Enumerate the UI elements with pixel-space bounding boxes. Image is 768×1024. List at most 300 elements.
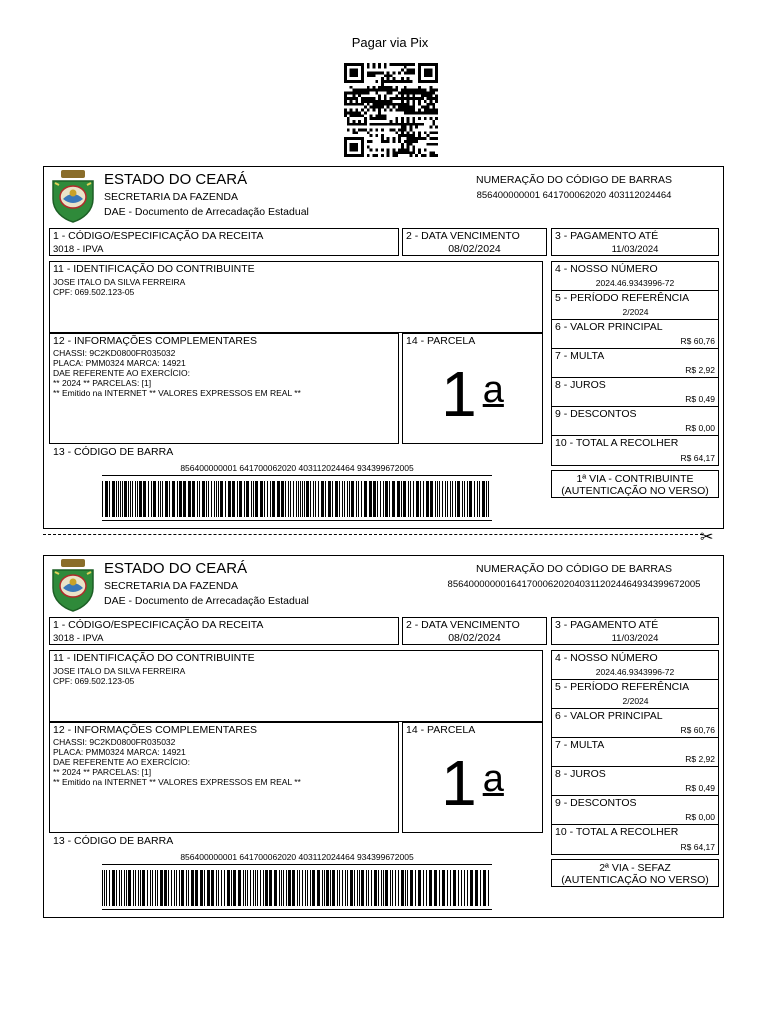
qr-module <box>407 91 410 94</box>
qr-module <box>407 63 410 66</box>
qr-module <box>418 91 421 94</box>
qr-module <box>401 131 404 134</box>
barcode-bar <box>124 870 125 906</box>
field-10-label: 10 - TOTAL A RECOLHER <box>555 437 679 449</box>
barcode-bar <box>401 870 404 906</box>
qr-module <box>401 123 404 126</box>
parcela-digit: 1 <box>441 358 477 430</box>
qr-module <box>410 109 413 112</box>
field-1-box <box>49 228 399 256</box>
qr-module <box>395 89 398 92</box>
qr-module <box>410 134 413 137</box>
field-11-box <box>49 261 543 333</box>
qr-module <box>410 106 413 109</box>
barcode-bar <box>281 870 282 906</box>
qr-module <box>387 91 390 94</box>
field-7-label: 7 - MULTA <box>555 739 605 751</box>
qr-module <box>410 123 413 126</box>
field-10-value: R$ 64,17 <box>680 842 715 852</box>
qr-module <box>398 63 401 66</box>
barcode-bar <box>447 870 448 906</box>
barcode-bar <box>398 870 399 906</box>
barcode-bar <box>174 870 175 906</box>
barcode-bar <box>197 481 198 517</box>
qr-module <box>407 131 410 134</box>
qr-module <box>355 131 358 134</box>
barcode-bar <box>483 870 486 906</box>
qr-module <box>395 123 398 126</box>
qr-module <box>407 151 410 154</box>
barcode-bar <box>358 481 359 517</box>
qr-module <box>427 103 430 106</box>
barcode-bar <box>214 481 215 517</box>
qr-module <box>387 74 390 77</box>
qr-module <box>401 117 404 120</box>
qr-module <box>381 83 384 86</box>
qr-module <box>427 91 430 94</box>
barcode-bar <box>383 870 384 906</box>
qr-module <box>390 74 393 77</box>
qr-module <box>353 97 356 100</box>
barcode-bar <box>359 870 360 906</box>
qr-module <box>367 74 370 77</box>
qr-finder <box>350 69 359 78</box>
barcode-bar <box>228 481 231 517</box>
barcode-bar <box>274 870 277 906</box>
info-line: DAE REFERENTE AO EXERCÍCIO: <box>53 757 190 767</box>
qr-module <box>424 131 427 134</box>
qr-module <box>367 154 370 157</box>
qr-module <box>387 154 390 157</box>
barcode-bar <box>200 870 203 906</box>
qr-module <box>390 103 393 106</box>
contribuinte-name: JOSE ITALO DA SILVA FERREIRA <box>53 666 186 676</box>
qr-module <box>427 134 430 137</box>
qr-module <box>432 143 435 146</box>
qr-module <box>370 100 373 103</box>
field-5-box <box>551 290 719 320</box>
field-4-label: 4 - NOSSO NÚMERO <box>555 263 658 275</box>
barcode-bar <box>397 481 400 517</box>
barcode-bar <box>231 870 232 906</box>
qr-module <box>424 89 427 92</box>
qr-module <box>410 111 413 114</box>
via-box <box>551 470 719 498</box>
barcode-bar <box>128 870 131 906</box>
scissors-icon: ✂ <box>700 529 714 546</box>
barcode-bar <box>378 870 379 906</box>
barcode-bar <box>302 481 303 517</box>
barcode-bar <box>172 481 175 517</box>
qr-module <box>401 77 404 80</box>
barcode-bar <box>475 870 478 906</box>
qr-module <box>370 123 373 126</box>
field-8-value: R$ 0,49 <box>685 394 715 404</box>
qr-module <box>401 89 404 92</box>
qr-module <box>410 143 413 146</box>
field-5-label: 5 - PERÍODO REFERÊNCIA <box>555 681 690 693</box>
qr-module <box>404 97 407 100</box>
barcode-bar <box>188 481 191 517</box>
barcode-top-rule <box>102 475 492 476</box>
qr-module <box>427 109 430 112</box>
qr-module <box>355 111 358 114</box>
qr-module <box>375 103 378 106</box>
qr-module <box>395 117 398 120</box>
qr-module <box>424 94 427 97</box>
qr-module <box>429 126 432 129</box>
qr-module <box>421 154 424 157</box>
qr-module <box>418 137 421 140</box>
qr-module <box>412 72 415 75</box>
qr-module <box>427 143 430 146</box>
qr-module <box>424 111 427 114</box>
qr-module <box>395 103 398 106</box>
field-6-box <box>551 708 719 738</box>
barcode-bar <box>426 481 429 517</box>
qr-module <box>401 126 404 129</box>
qr-module <box>378 109 381 112</box>
qr-module <box>367 146 370 149</box>
qr-module <box>392 63 395 66</box>
field-3-box <box>551 228 719 256</box>
qr-module <box>421 97 424 100</box>
barcode-bar <box>361 481 362 517</box>
qr-module <box>355 103 358 106</box>
barcode-bar <box>377 481 378 517</box>
pix-qr-code[interactable] <box>342 63 440 157</box>
barcode-bar <box>221 870 222 906</box>
qr-module <box>367 89 370 92</box>
qr-module <box>412 100 415 103</box>
qr-module <box>392 106 395 109</box>
barcode-image <box>102 481 492 517</box>
barcode-bar <box>272 481 275 517</box>
qr-module <box>418 134 421 137</box>
qr-module <box>378 89 381 92</box>
qr-module <box>412 91 415 94</box>
barcode-bar <box>415 870 416 906</box>
qr-module <box>435 111 438 114</box>
barcode-bar <box>464 481 465 517</box>
qr-module <box>418 151 421 154</box>
barcode-bar <box>373 481 376 517</box>
secretaria-label: SECRETARIA DA FAZENDA <box>104 191 239 203</box>
qr-module <box>398 91 401 94</box>
qr-module <box>404 123 407 126</box>
qr-module <box>364 97 367 100</box>
field-6-label: 6 - VALOR PRINCIPAL <box>555 710 663 722</box>
qr-module <box>401 120 404 123</box>
barcode-bar <box>403 481 406 517</box>
qr-module <box>355 114 358 117</box>
qr-module <box>350 103 353 106</box>
qr-module <box>364 129 367 132</box>
qr-module <box>398 80 401 83</box>
qr-module <box>412 63 415 66</box>
info-line: ** Emitido na INTERNET ** VALORES EXPRESSOS EM REAL ** <box>53 777 301 787</box>
qr-module <box>353 131 356 134</box>
barcode-bar <box>461 870 462 906</box>
qr-module <box>412 111 415 114</box>
barcode-bar <box>474 481 475 517</box>
qr-module <box>361 114 364 117</box>
qr-module <box>384 117 387 120</box>
qr-module <box>424 117 427 120</box>
qr-module <box>358 123 361 126</box>
qr-module <box>381 154 384 157</box>
barcode-bar <box>322 870 323 906</box>
qr-finder <box>350 143 359 152</box>
qr-module <box>358 91 361 94</box>
qr-module <box>421 123 424 126</box>
qr-module <box>387 89 390 92</box>
barcode-bar <box>281 481 284 517</box>
field-5-value: 2/2024 <box>622 696 649 706</box>
qr-module <box>375 80 378 83</box>
barcode-bar <box>339 481 340 517</box>
qr-module <box>364 120 367 123</box>
qr-module <box>429 143 432 146</box>
qr-module <box>384 109 387 112</box>
qr-module <box>407 137 410 140</box>
qr-module <box>412 97 415 100</box>
barcode-bar <box>288 870 291 906</box>
barcode-bar <box>102 481 103 517</box>
qr-module <box>392 89 395 92</box>
barcode-bar <box>469 481 472 517</box>
barcode-bar <box>305 870 306 906</box>
qr-module <box>421 106 424 109</box>
field-8-value: R$ 0,49 <box>685 783 715 793</box>
qr-module <box>378 97 381 100</box>
qr-module <box>398 72 401 75</box>
qr-module <box>361 91 364 94</box>
field-3-value: 11/03/2024 <box>611 633 659 644</box>
qr-module <box>401 94 404 97</box>
field-5-label: 5 - PERÍODO REFERÊNCIA <box>555 292 690 304</box>
barcode-bar <box>104 870 105 906</box>
qr-module <box>367 103 370 106</box>
qr-module <box>370 106 373 109</box>
barcode-bar <box>361 870 364 906</box>
qr-module <box>401 69 404 72</box>
barcode-bottom-rule <box>102 909 492 910</box>
ceara-coat-of-arms-icon <box>49 558 97 612</box>
qr-module <box>395 109 398 112</box>
barcode-bar <box>467 481 468 517</box>
barcode-bar <box>408 481 409 517</box>
barcode-bar <box>147 870 148 906</box>
qr-module <box>410 80 413 83</box>
qr-module <box>398 97 401 100</box>
qr-module <box>350 114 353 117</box>
barcode-bar <box>191 870 194 906</box>
barcode-bar <box>299 870 300 906</box>
field-10-box <box>551 435 719 466</box>
barcode-bar <box>155 870 156 906</box>
field-1-label: 1 - CÓDIGO/ESPECIFICAÇÃO DA RECEITA <box>53 230 264 242</box>
barcode-bar <box>455 481 456 517</box>
qr-module <box>387 72 390 75</box>
qr-module <box>378 106 381 109</box>
qr-module <box>398 123 401 126</box>
dae-label: DAE - Documento de Arrecadação Estadual <box>104 206 309 218</box>
qr-module <box>404 89 407 92</box>
field-4-label: 4 - NOSSO NÚMERO <box>555 652 658 664</box>
qr-module <box>372 74 375 77</box>
qr-module <box>429 117 432 120</box>
qr-module <box>387 148 390 151</box>
qr-module <box>404 86 407 89</box>
barcode-bar <box>442 870 445 906</box>
barcode-bar <box>143 481 146 517</box>
qr-module <box>404 111 407 114</box>
barcode-bar <box>410 481 411 517</box>
barcode-bar <box>239 481 242 517</box>
barcode-bar <box>300 481 301 517</box>
qr-module <box>429 154 432 157</box>
barcode-bar <box>392 481 395 517</box>
barcode-bar <box>227 870 230 906</box>
qr-module <box>378 94 381 97</box>
barcode-bar <box>369 481 372 517</box>
barcode-bar <box>288 481 289 517</box>
qr-module <box>355 97 358 100</box>
barcode-bar <box>326 870 329 906</box>
barcode-bar <box>302 870 303 906</box>
barcode-bar <box>332 481 333 517</box>
field-1-box <box>49 617 399 645</box>
barcode-bar <box>126 870 127 906</box>
qr-module <box>347 123 350 126</box>
qr-module <box>432 120 435 123</box>
qr-module <box>407 123 410 126</box>
barcode-bar <box>181 870 184 906</box>
qr-module <box>410 154 413 157</box>
qr-module <box>375 117 378 120</box>
qr-module <box>372 106 375 109</box>
qr-module <box>407 120 410 123</box>
barcode-bar <box>285 481 286 517</box>
qr-module <box>350 109 353 112</box>
field-13-label: 13 - CÓDIGO DE BARRA <box>53 835 174 847</box>
barcode-image <box>102 870 492 906</box>
barcode-bar <box>482 481 485 517</box>
qr-module <box>367 86 370 89</box>
qr-module <box>392 72 395 75</box>
barcode-bar <box>349 481 350 517</box>
field-5-value: 2/2024 <box>622 307 649 317</box>
qr-module <box>424 106 427 109</box>
qr-module <box>375 154 378 157</box>
qr-module <box>404 91 407 94</box>
qr-module <box>370 140 373 143</box>
barcode-bar <box>423 870 424 906</box>
qr-module <box>415 137 418 140</box>
barcode-header-value: 856400000001641700062020403112024464934399672005 <box>447 579 701 590</box>
qr-module <box>404 148 407 151</box>
qr-module <box>353 129 356 132</box>
barcode-bar <box>423 481 424 517</box>
qr-module <box>421 111 424 114</box>
qr-module <box>435 94 438 97</box>
barcode-bar <box>488 870 489 906</box>
qr-module <box>358 103 361 106</box>
field-9-label: 9 - DESCONTOS <box>555 797 637 809</box>
qr-module <box>410 97 413 100</box>
barcode-bar <box>243 870 244 906</box>
qr-module <box>432 131 435 134</box>
qr-module <box>401 143 404 146</box>
field-9-value: R$ 0,00 <box>685 423 715 433</box>
qr-module <box>358 120 361 123</box>
qr-module <box>404 140 407 143</box>
qr-module <box>435 100 438 103</box>
qr-module <box>418 131 421 134</box>
qr-module <box>407 109 410 112</box>
barcode-bar <box>335 481 338 517</box>
qr-module <box>361 89 364 92</box>
barcode-bar <box>401 481 402 517</box>
qr-module <box>398 109 401 112</box>
qr-module <box>355 91 358 94</box>
qr-module <box>381 103 384 106</box>
barcode-bar <box>390 870 391 906</box>
qr-module <box>390 120 393 123</box>
qr-module <box>407 97 410 100</box>
qr-module <box>412 140 415 143</box>
qr-module <box>387 137 390 140</box>
qr-module <box>401 100 404 103</box>
qr-module <box>427 111 430 114</box>
qr-module <box>353 94 356 97</box>
barcode-bar <box>105 481 108 517</box>
dae-label: DAE - Documento de Arrecadação Estadual <box>104 595 309 607</box>
qr-module <box>370 97 373 100</box>
field-3-box <box>551 617 719 645</box>
qr-module <box>401 148 404 151</box>
barcode-bar <box>195 870 198 906</box>
field-6-box <box>551 319 719 349</box>
qr-module <box>361 129 364 132</box>
qr-module <box>404 63 407 66</box>
qr-module <box>358 89 361 92</box>
qr-module <box>412 94 415 97</box>
barcode-bar <box>267 481 268 517</box>
qr-module <box>429 94 432 97</box>
qr-module <box>344 97 347 100</box>
barcode-bar <box>206 481 207 517</box>
qr-module <box>432 103 435 106</box>
barcode-bar <box>253 481 254 517</box>
barcode-bar <box>407 870 408 906</box>
barcode-bar <box>324 870 325 906</box>
via-line-2: (AUTENTICAÇÃO NO VERSO) <box>561 485 709 497</box>
qr-module <box>372 117 375 120</box>
qr-module <box>398 103 401 106</box>
barcode-bar <box>283 870 284 906</box>
qr-module <box>398 129 401 132</box>
qr-module <box>372 63 375 66</box>
qr-module <box>344 111 347 114</box>
qr-module <box>392 154 395 157</box>
qr-module <box>367 63 370 66</box>
qr-module <box>372 154 375 157</box>
field-2-value: 08/02/2024 <box>448 243 501 255</box>
barcode-bar <box>208 481 209 517</box>
barcode-bar <box>470 870 473 906</box>
